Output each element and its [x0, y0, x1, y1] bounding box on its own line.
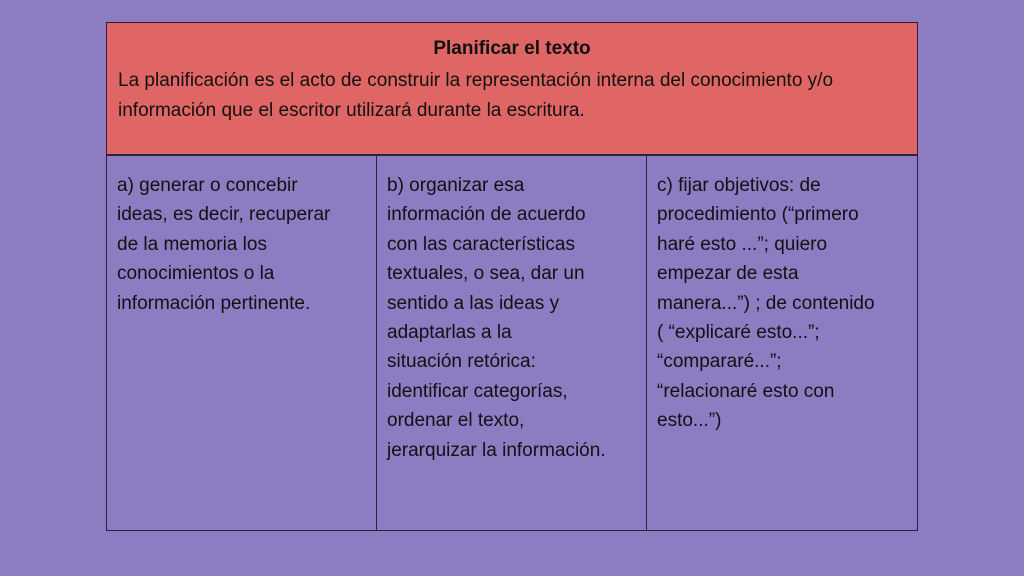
cell-text-b: b) organizar esa información de acuerdo con las características textuales, o sea, dar un sentido a las ideas y adaptarlas a la situación retórica: identificar categorías, ordenar el texto, jerarquizar la información. [387, 175, 606, 461]
cell-text-c: c) fijar objetivos: de procedimiento (“primero haré esto ...”; quiero empezar de esta manera...”) ; de contenido ( “explicaré esto...”; “compararé...”; “relacionaré esto con esto...”) [657, 175, 875, 432]
table-description: La planificación es el acto de construir la representación interna del conocimiento y/o información que el escritor utilizará durante la escritura. [118, 70, 834, 121]
planning-table [106, 22, 918, 531]
table-header-cell [107, 23, 917, 156]
cell-text-a: a) generar o concebir ideas, es decir, recuperar de la memoria los conocimientos o la información pertinente. [117, 175, 331, 314]
table-cell-set-objectives [647, 156, 917, 530]
table-cell-organize-information [377, 156, 647, 530]
table-title: Planificar el texto [433, 38, 591, 59]
table-cell-generate-ideas [107, 156, 377, 530]
